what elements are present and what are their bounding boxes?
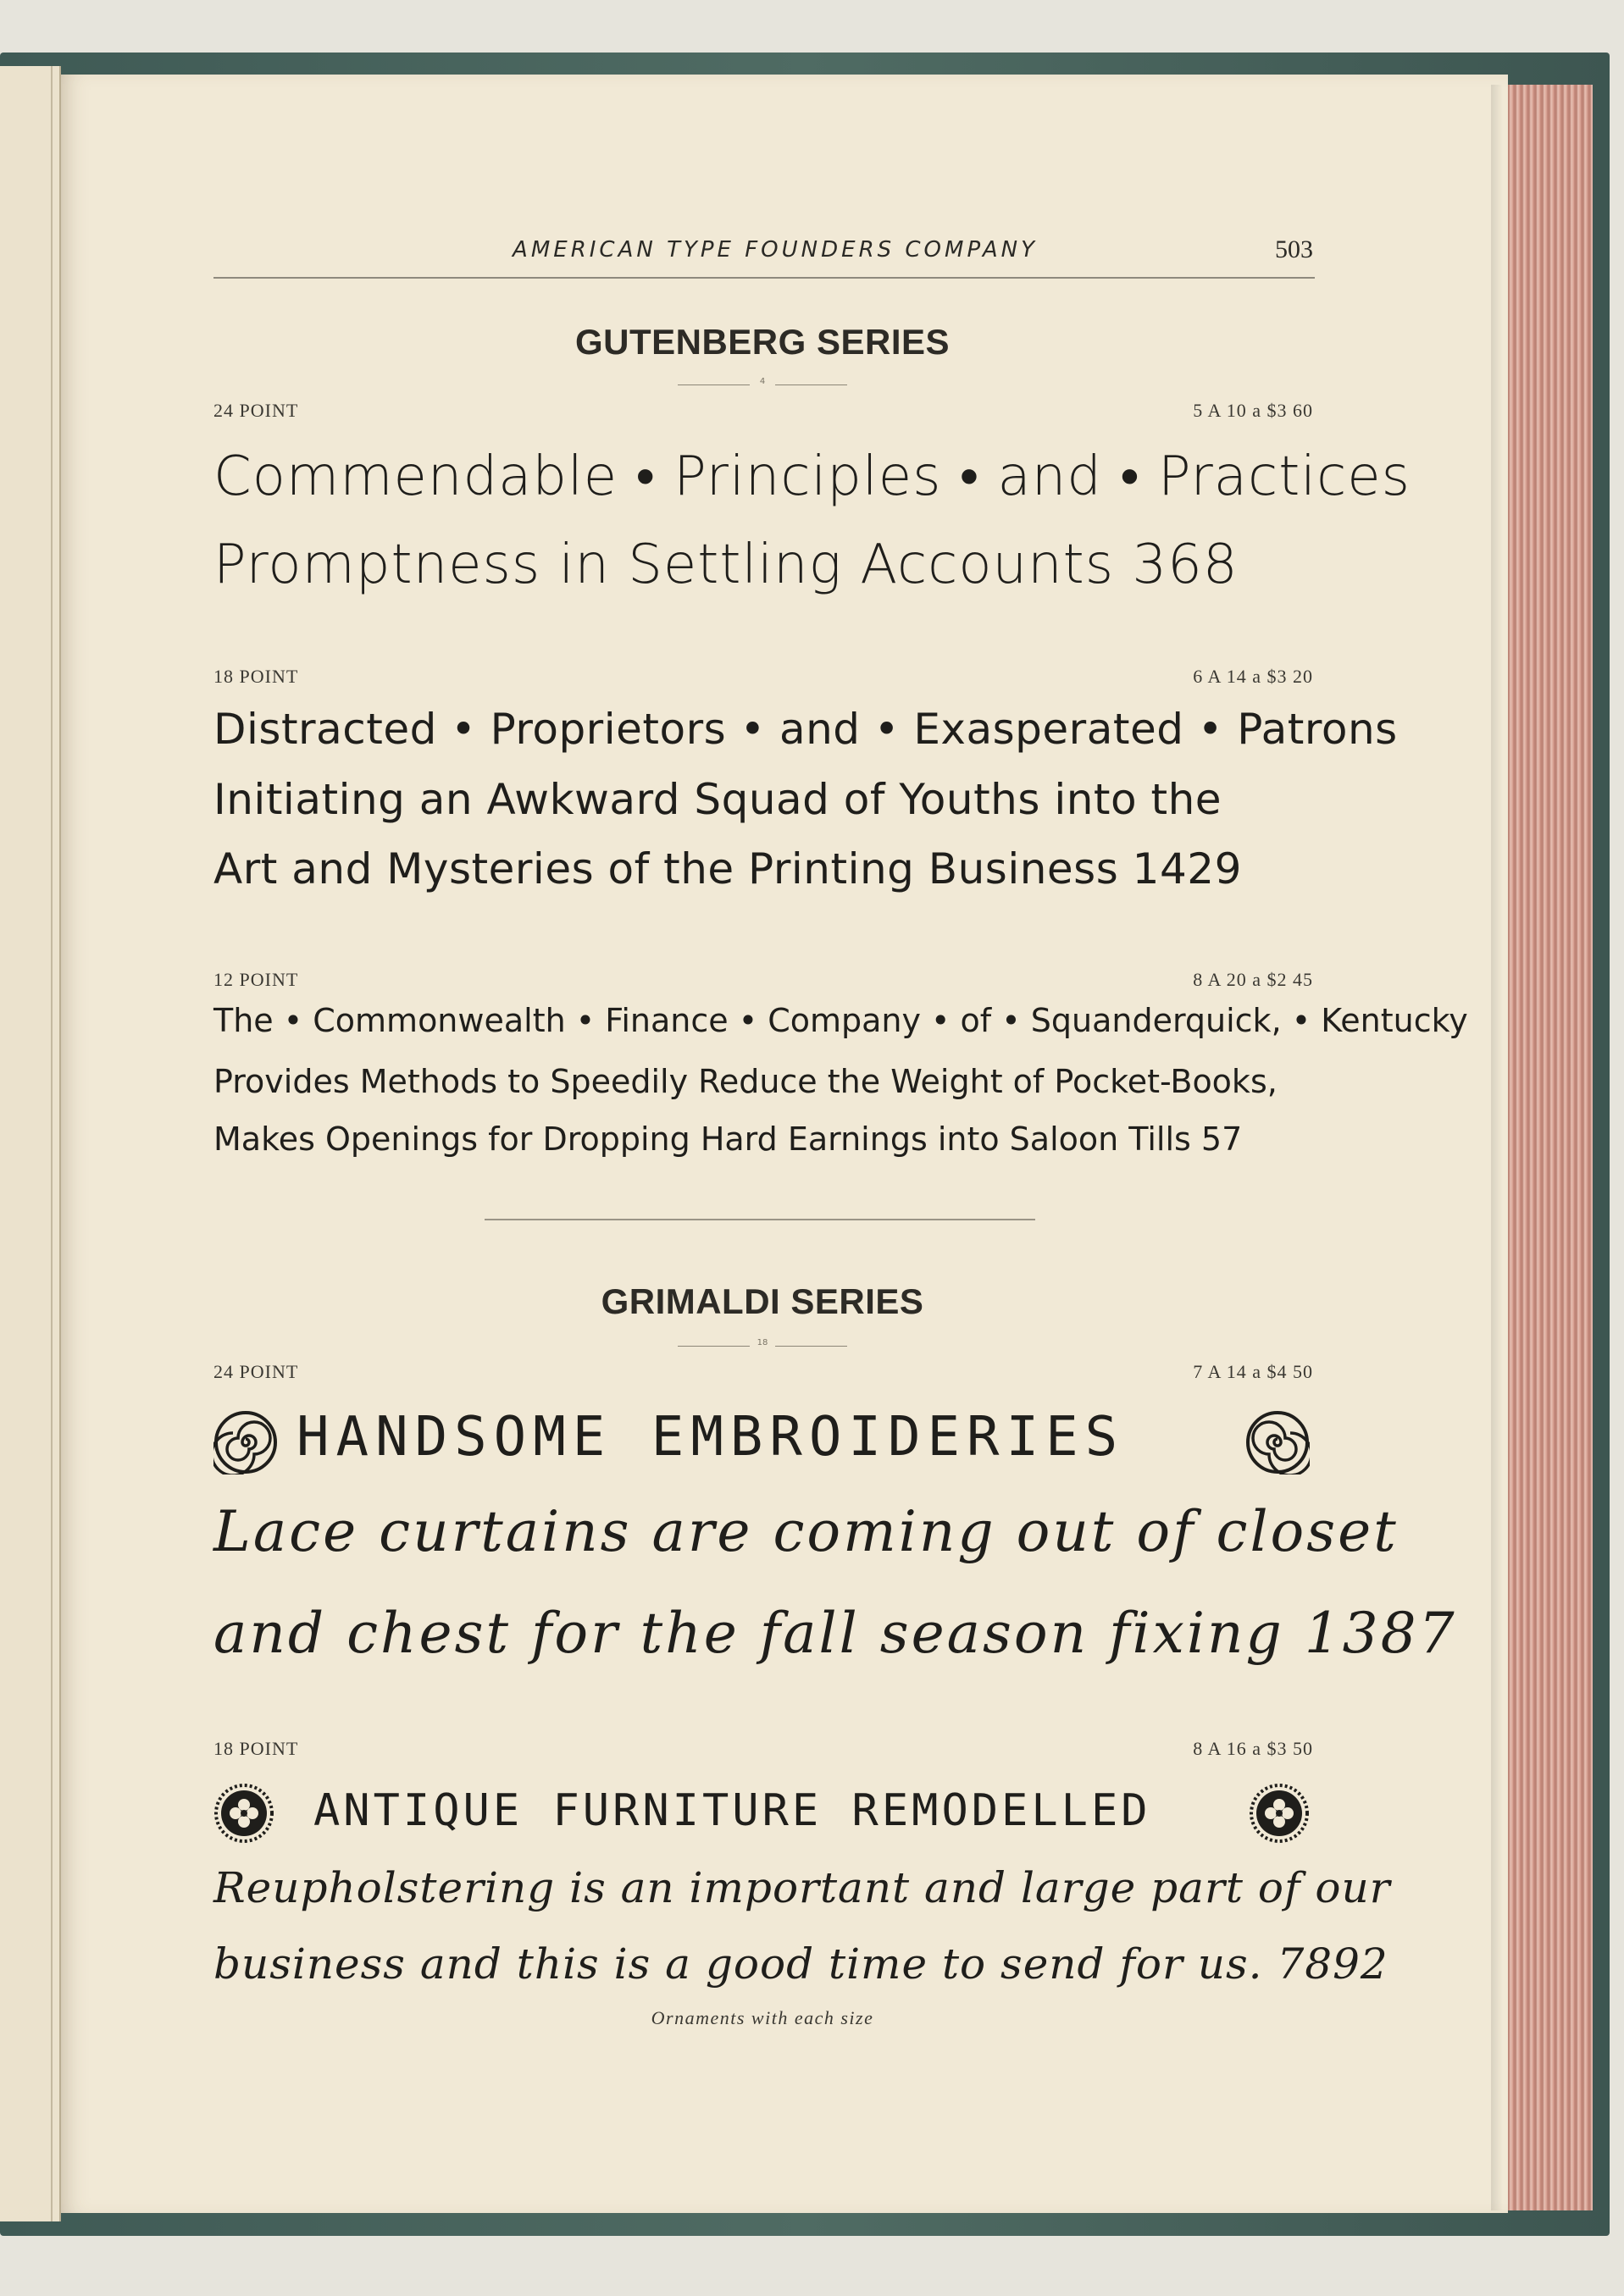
gutenberg-price-24: 5 A 10 a $3 60 [1193,400,1313,421]
gutenberg-size-label-24: 24 POINT [213,400,299,421]
gutenberg-price-12: 8 A 20 a $2 45 [1193,969,1313,990]
grimaldi-24-line-3: and chest for the fall season fixing 1387 [213,1601,1457,1666]
page-edges [1499,85,1593,2210]
left-page-edge [0,66,61,2221]
grimaldi-18-line-3: business and this is a good time to send for us. 7892 [213,1939,1388,1989]
ornaments-footnote: Ornaments with each size [651,2007,874,2028]
grimaldi-price-18: 8 A 16 a $3 50 [1193,1738,1313,1759]
spiral-ornament-icon [1245,1410,1310,1474]
gutenberg-price-18: 6 A 14 a $3 20 [1193,666,1313,687]
gutenberg-size-label-12: 12 POINT [213,969,299,990]
page-number: 503 [1275,235,1313,263]
grimaldi-divider [678,1338,847,1355]
gutenberg-18-line-1: Distracted • Proprietors • and • Exasperated • Patrons [213,705,1398,754]
gutenberg-12-line-2: Provides Methods to Speedily Reduce the Weight of Pocket-Books, [213,1063,1278,1100]
grimaldi-series-title: GRIMALDI SERIES [601,1281,924,1321]
gutenberg-18-line-3: Art and Mysteries of the Printing Business 1429 [213,844,1242,894]
running-header: AMERICAN TYPE FOUNDERS COMPANY [513,237,1038,263]
grimaldi-price-24: 7 A 14 a $4 50 [1193,1361,1313,1382]
grimaldi-18-line-2: Reupholstering is an important and large part of our [213,1863,1391,1912]
gutenberg-divider [678,377,847,394]
section-divider [485,1219,1035,1220]
page-edge-shadow [1491,85,1503,2210]
gutenberg-24-line-1: Commendable • Principles • and • Practices [213,445,1411,508]
gutenberg-18-line-2: Initiating an Awkward Squad of Youths into the [213,775,1222,824]
grimaldi-18-line-1: ANTIQUE FURNITURE REMODELLED [313,1785,1151,1836]
rosette-ornament-icon [213,1783,274,1844]
gutter-line [51,66,53,2221]
rosette-ornament-icon [1249,1783,1310,1844]
gutenberg-12-line-1: The • Commonwealth • Finance • Company • of • Squanderquick, • Kentucky [213,1002,1468,1039]
divider-number: 4 [750,377,775,386]
divider-number: 18 [750,1338,775,1347]
gutenberg-12-line-3: Makes Openings for Dropping Hard Earnings into Saloon Tills 57 [213,1120,1243,1158]
spiral-ornament-icon [213,1410,278,1474]
grimaldi-24-line-1: HANDSOME EMBROIDERIES [297,1406,1125,1469]
grimaldi-size-label-18: 18 POINT [213,1738,299,1759]
gutenberg-size-label-18: 18 POINT [213,666,299,687]
grimaldi-24-line-2: Lace curtains are coming out of closet [213,1499,1399,1564]
grimaldi-size-label-24: 24 POINT [213,1361,299,1382]
gutenberg-24-line-2: Promptness in Settling Accounts 368 [213,534,1239,596]
gutenberg-series-title: GUTENBERG SERIES [574,322,951,362]
header-rule [213,277,1315,279]
